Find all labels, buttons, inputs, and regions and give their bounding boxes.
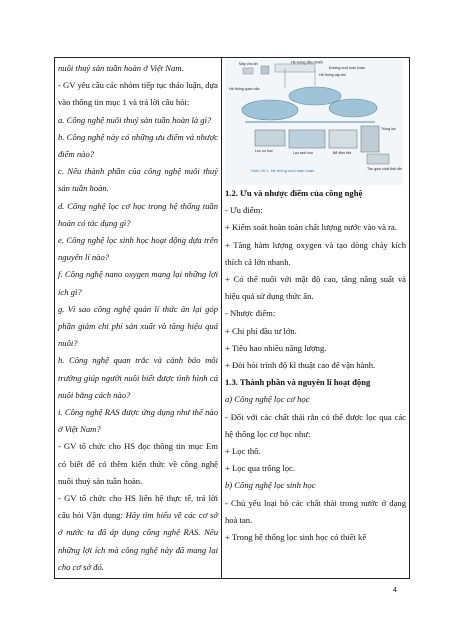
left-paragraph: e. Công nghệ lọc sinh học hoạt động dựa trên nguyên lí nào? xyxy=(58,235,218,263)
control-room xyxy=(275,64,315,72)
right-paragraph: b) Công nghệ lọc sinh học xyxy=(225,480,316,491)
label-duong-nuoc: Đường nuôi tuần hoàn xyxy=(329,66,366,70)
fish-tank-1 xyxy=(242,100,298,120)
right-paragraph: + Có thể nuôi với mật độ cao, tăng năng suất và hiệu quả sử dụng thức ăn. xyxy=(225,274,406,302)
fish-tank-2 xyxy=(289,87,341,105)
feeder-unit xyxy=(243,68,253,74)
left-paragraph xyxy=(58,490,218,576)
teacher-activities-column xyxy=(55,58,222,579)
figure-caption: Hình 20.1. Hệ thống nuôi tuần hoàn xyxy=(251,168,315,173)
ras-system-figure xyxy=(225,60,406,185)
right-paragraph: + Kiểm soát hoàn toàn chất lượng nước vào và ra. xyxy=(225,222,397,233)
left-paragraph: i. Công nghệ RAS được ứng dụng như thế nào ở Việt Nam? xyxy=(58,407,218,435)
right-paragraph: + Đòi hỏi trình độ kĩ thuật cao để vận hành. xyxy=(225,360,376,371)
label-dieu-khien: Hệ thống điều khiển xyxy=(291,60,323,65)
left-paragraph: a. Công nghệ nuôi thuỷ sản tuần hoàn là gì? xyxy=(58,114,212,125)
ras-diagram xyxy=(225,60,403,185)
left-paragraph: nuôi thuỷ sản tuần hoàn ở Việt Nam. xyxy=(58,63,184,73)
right-paragraph: 1.3. Thành phần và nguyên lí hoạt động xyxy=(225,377,371,388)
label-cap-khi: Hệ thống cấp khí xyxy=(319,73,347,77)
left-paragraph: c. Nêu thành phần của công nghệ nuôi thuỷ sản tuần hoàn. xyxy=(58,166,218,194)
right-paragraph: + Lọc qua trống lọc. xyxy=(225,463,295,474)
right-paragraph: + Tăng hàm lượng oxygen và tạo dòng chảy kích thích cá lớn nhanh. xyxy=(225,239,406,267)
waste-collector xyxy=(367,154,389,164)
regulating-tank xyxy=(329,130,357,148)
fish-tank-3 xyxy=(329,99,377,117)
left-paragraph: d. Công nghệ lọc cơ học trong hệ thống tuần hoàn có tác dụng gì? xyxy=(58,200,218,228)
drum-filter xyxy=(361,126,379,152)
left-paragraph: g. Vì sao công nghệ quản lí thức ăn lại góp phần giảm chi phí sản xuất và tăng hiệu quả nuôi? xyxy=(58,303,218,349)
right-paragraph: - Nhược điểm: xyxy=(225,308,276,319)
left-paragraph: - GV yêu cầu các nhóm tiếp tục thảo luận, dựa vào thông tin mục 1 và trả lời câu hỏi: xyxy=(58,80,218,108)
page-number: 4 xyxy=(393,587,397,594)
right-paragraph: - Đối với các chất thải rắn có thể được lọc qua các hệ thống lọc cơ học như: xyxy=(225,411,406,439)
right-paragraph: - Chủ yếu loại bỏ các chất thải trong nước ở dạng hoà tan. xyxy=(225,497,406,525)
right-paragraph: - Ưu điểm: xyxy=(225,205,263,216)
left-paragraph-plain: - GV tổ chức cho HS liên hệ thực tế, trả lời câu hỏi Vận dụng: xyxy=(58,493,218,521)
label-be-dieu-tiet: Bể điều tiết xyxy=(333,151,351,155)
page xyxy=(54,57,404,579)
left-paragraph-italic: Hãy tìm hiểu về các cơ sở ở nước ta đã áp dụng công nghệ RAS. Nêu những lợi ích mà công nghệ này đã mang lại cho cơ sở đó. xyxy=(58,510,218,572)
label-may-cho-an: Máy cho ăn xyxy=(239,62,258,66)
label-thu-gom: Thu gom chất thải rắn xyxy=(367,167,402,171)
mechanical-filter xyxy=(255,130,285,146)
left-paragraph: f. Công nghệ nano oxygen mang lại những lợi ích gì? xyxy=(58,269,218,297)
right-paragraph: a) Công nghệ lọc cơ học xyxy=(225,394,310,405)
right-paragraph: + Tiêu hao nhiều năng lượng. xyxy=(225,342,327,353)
left-paragraph: b. Công nghệ này có những ưu điểm và nhược điểm nào? xyxy=(58,131,218,160)
label-trong-loc: Trống lọc xyxy=(381,127,396,131)
right-paragraph: + Chi phí đầu tư lớn. xyxy=(225,325,297,336)
bio-filter xyxy=(289,130,325,148)
left-paragraph: - GV tổ chức cho HS đọc thông tin mục Em có biết để có thêm kiến thức về công nghệ nuôi thuỷ sản tuần hoàn. xyxy=(58,441,218,486)
right-paragraph: + Trong hệ thống lọc sinh học có thiết kế xyxy=(225,532,367,543)
label-quan-trac: Hệ thống quan trắc xyxy=(229,87,260,91)
label-loc-sinh-hoc: Lọc sinh học xyxy=(293,151,314,155)
right-paragraph: 1.2. Ưu và nhược điểm của công nghệ xyxy=(225,188,363,198)
label-loc-co-hoc: Lọc cơ học xyxy=(255,149,273,153)
left-paragraph: h. Công nghệ quan trắc và cảnh báo môi trường giúp người nuôi biết được tình hình cá nuôi bằng cách nào? xyxy=(58,355,218,400)
content-column xyxy=(222,58,410,579)
right-paragraph: + Lọc thô. xyxy=(225,446,261,457)
lesson-table xyxy=(54,57,410,579)
